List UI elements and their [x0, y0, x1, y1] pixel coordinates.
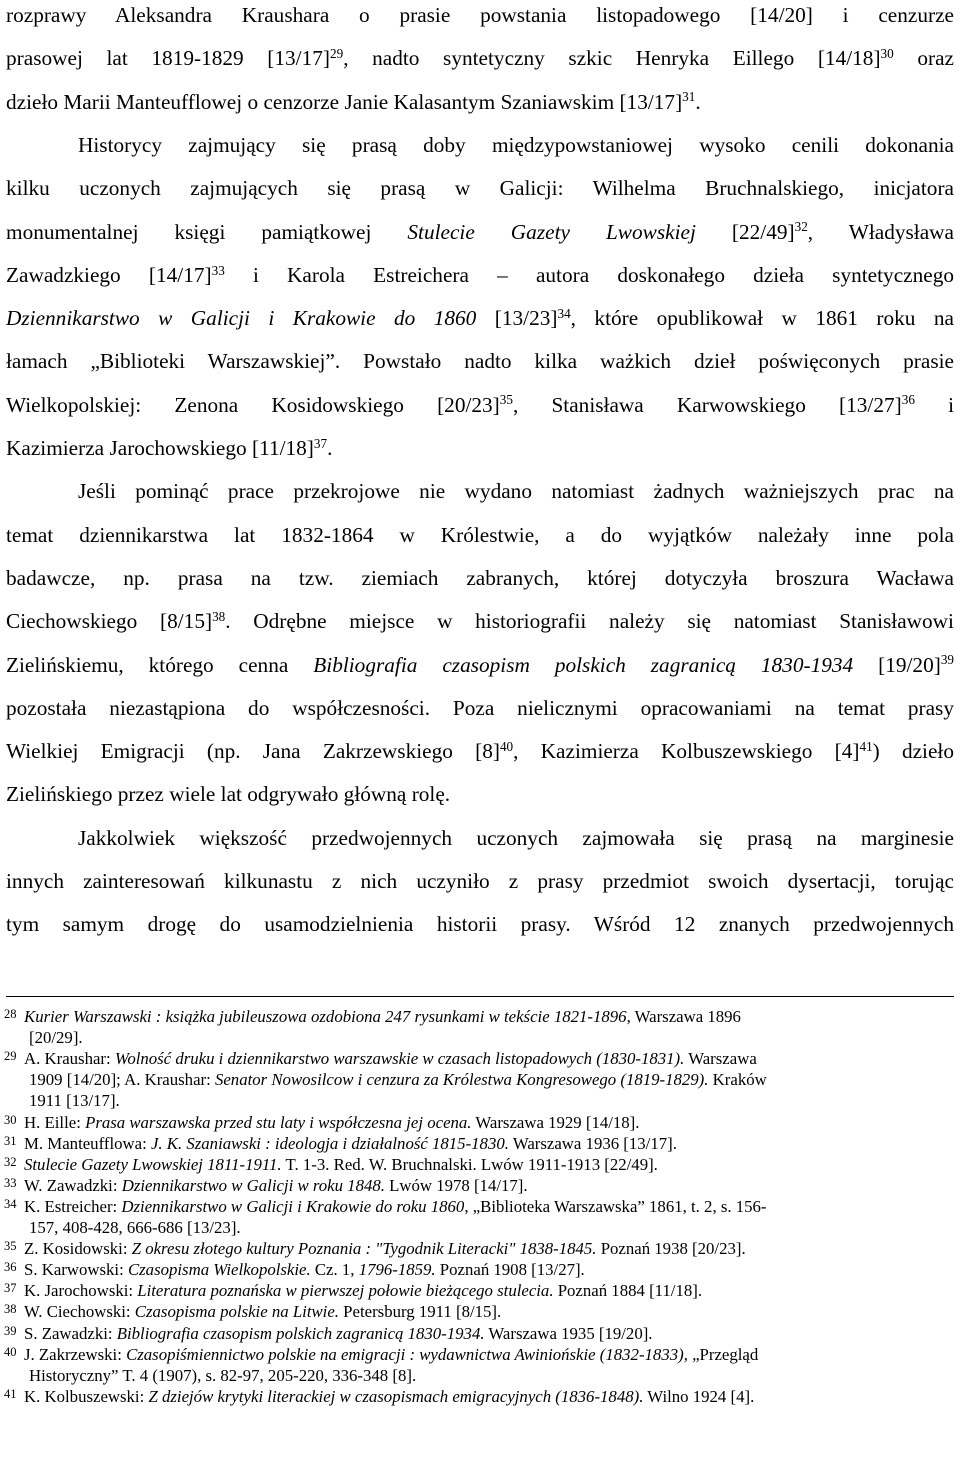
text-run: Z. Kosidowski: — [24, 1239, 132, 1259]
text-run: ) dzieło — [872, 739, 954, 764]
footnote-number: 36 — [4, 1260, 17, 1275]
footnote-line — [4, 1196, 956, 1218]
text-run: Warszawa 1936 [13/17]. — [508, 1133, 677, 1153]
italic-title: Czasopiśmiennictwo polskie na emigracji : wydawnictwa Awiniońskie (1832-1833) — [126, 1344, 684, 1364]
text-run: K. Jarochowski: — [24, 1281, 138, 1301]
italic-title: J. K. Szaniawski : ideologja i działalność 1815-1830. — [150, 1133, 509, 1153]
text-run: dzieło Marii Manteufflowej o cenzorze Janie Kalasantym Szaniawskim [13/17] — [6, 89, 683, 114]
body-line — [6, 303, 954, 333]
text-run: W. Zawadzki: — [24, 1175, 122, 1195]
text-run: [22/49] — [695, 219, 795, 244]
body-line — [6, 87, 954, 117]
footnote-line — [4, 1238, 956, 1260]
text-run: Historycy zajmujący się prasą doby międzypowstaniowej wysoko cenili dokonania — [78, 132, 954, 157]
text-run: Petersburg 1911 [8/15]. — [338, 1302, 502, 1322]
text-run: prasowej lat 1819-1829 [13/17] — [6, 46, 330, 71]
text-run: [13/23] — [476, 306, 558, 331]
body-line — [6, 0, 954, 30]
text-run: temat dziennikarstwa lat 1832-1864 w Królestwie, a do wyjątków należały inne pola — [6, 522, 954, 547]
footnote-reference: 33 — [211, 262, 225, 278]
text-run: i Karola Estreichera – autora doskonałego dzieła syntetycznego — [224, 262, 954, 287]
footnote-number: 37 — [4, 1281, 17, 1296]
footnote-reference: 39 — [940, 652, 954, 668]
italic-title: Z dziejów krytyki literackiej w czasopismach emigracyjnych (1836-1848). — [148, 1386, 644, 1406]
footnote-line — [4, 1112, 956, 1134]
text-run: Zielińskiego przez wiele lat odgrywało główną rolę. — [6, 782, 451, 807]
body-line — [6, 693, 954, 723]
italic-title: Dziennikarstwo w Galicji i Krakowie do 1860 — [6, 306, 477, 331]
text-run: T. 1-3. Red. W. Bruchnalski. Lwów 1911-1913 [22/49]. — [281, 1154, 658, 1174]
text-run: kilku uczonych zajmujących się prasą w Galicji: Wilhelma Bruchnalskiego, inicjatora — [6, 176, 954, 201]
footnote-number: 29 — [4, 1049, 17, 1064]
body-line — [6, 520, 954, 550]
text-run: K. Kolbuszewski: — [24, 1386, 149, 1406]
text-run: Zawadzkiego [14/17] — [6, 262, 212, 287]
text-run: oraz — [893, 46, 954, 71]
text-run: W. Ciechowski: — [24, 1302, 135, 1322]
body-line — [6, 433, 954, 463]
text-run: tym samym drogę do usamodzielnienia historii prasy. Wśród 12 znanych przedwojennych — [6, 912, 954, 937]
italic-title: Czasopisma Wielkopolskie. — [127, 1260, 311, 1280]
text-run: S. Zawadzki: — [24, 1323, 117, 1343]
text-run: Jeśli pominąć prace przekrojowe nie wydano natomiast żadnych ważniejszych prac na — [78, 479, 954, 504]
text-run: S. Karwowski: — [24, 1260, 128, 1280]
footnote-number: 33 — [4, 1175, 17, 1190]
footnote-number: 35 — [4, 1239, 17, 1254]
text-run: , które opublikował w 1861 roku na — [570, 306, 954, 331]
footnote-reference: 29 — [330, 46, 344, 62]
text-run: H. Eille: — [24, 1112, 86, 1132]
footnote-line — [4, 1323, 956, 1345]
text-run: A. Kraushar: — [24, 1049, 115, 1069]
text-run: pozostała niezastąpiona do współczesności. Poza nielicznymi opracowaniami na temat prasy — [6, 695, 954, 720]
italic-title: Dziennikarstwo w Galicji w roku 1848. — [121, 1175, 385, 1195]
footnote-line — [29, 1090, 960, 1112]
body-line — [6, 779, 954, 809]
footnote-number: 39 — [4, 1323, 17, 1338]
text-run: , Kazimierza Kolbuszewskiego [4] — [513, 739, 860, 764]
text-run: innych zainteresowań kilkunastu z nich uczyniło z prasy przedmiot swoich dysertacji, torując — [6, 869, 954, 893]
text-run: 157, 408-428, 666-686 [13/23]. — [29, 1218, 241, 1237]
text-run: , „Przegląd — [683, 1344, 759, 1364]
text-run: Ciechowskiego [8/15] — [6, 609, 213, 634]
footnote-line — [4, 1301, 956, 1323]
text-run: . Odrębne miejsce w historiografii należy się natomiast Stanisławowi — [225, 609, 954, 634]
italic-title: Bibliografia czasopism polskich zagranicą 1830-1934. — [116, 1323, 485, 1343]
text-run: , nadto syntetyczny szkic Henryka Eillego [14/18] — [343, 46, 881, 71]
italic-title: Czasopisma polskie na Litwie. — [134, 1302, 339, 1322]
italic-title: 1796-1859. — [358, 1260, 436, 1280]
footnote-number: 32 — [4, 1154, 17, 1169]
footnote-line — [4, 1386, 956, 1408]
text-run: Warszawa 1935 [19/20]. — [484, 1323, 653, 1343]
body-line — [78, 476, 954, 506]
footnote-reference: 37 — [313, 435, 328, 451]
text-run: Poznań 1884 [11/18]. — [553, 1281, 703, 1301]
footnote-line — [29, 1027, 960, 1049]
text-run: Wielkopolskiej: Zenona Kosidowskiego [20/23] — [6, 392, 500, 417]
footnote-reference: 36 — [901, 392, 915, 408]
text-run: Poznań 1908 [13/27]. — [435, 1260, 585, 1280]
text-run: M. Manteufflowa: — [24, 1133, 151, 1153]
italic-title: Literatura poznańska w pierwszej połowie bieżącego stulecia. — [137, 1281, 554, 1301]
text-run: Wielkiej Emigracji (np. Jana Zakrzewskiego [8] — [6, 739, 500, 764]
text-run: . — [327, 436, 333, 460]
text-run: rozprawy Aleksandra Kraushara o prasie powstania listopadowego [14/20] i cenzurze — [6, 3, 954, 27]
footnote-number: 34 — [4, 1196, 17, 1211]
text-run: , Stanisława Karwowskiego [13/27] — [512, 392, 902, 417]
text-run: Kazimierza Jarochowskiego [11/18] — [6, 436, 314, 460]
text-run: monumentalnej księgi pamiątkowej — [6, 219, 408, 244]
footnote-reference: 31 — [682, 89, 696, 105]
footnote-line — [4, 1259, 956, 1281]
footnote-reference: 35 — [499, 392, 513, 408]
text-run: , Warszawa 1896 — [626, 1007, 741, 1026]
body-line — [78, 823, 954, 853]
text-run: Warszawa — [684, 1049, 757, 1069]
footnote-line — [29, 1069, 960, 1091]
body-line — [6, 606, 954, 636]
body-line — [6, 866, 954, 896]
footnote-reference: 40 — [499, 738, 514, 754]
text-run: , Władysława — [807, 219, 955, 244]
italic-title: Z okresu złotego kultury Poznania : "Tygodnik Literacki" 1838-1845. — [131, 1239, 597, 1259]
body-line — [6, 260, 954, 290]
body-line — [6, 346, 954, 376]
text-run: Zielińskiemu, którego cenna — [6, 652, 314, 677]
text-run: Historyczny” T. 4 (1907), s. 82-97, 205-220, 336-348 [8]. — [29, 1365, 417, 1385]
text-run: badawcze, np. prasa na tzw. ziemiach zabranych, której dotyczyła broszura Wacława — [6, 565, 954, 590]
footnote-number: 31 — [4, 1133, 17, 1148]
text-run: i — [914, 392, 954, 417]
italic-title: Kurier Warszawski : książka jubileuszowa ozdobiona 247 rysunkami w tekście 1821-1896 — [24, 1007, 627, 1026]
body-line — [6, 43, 954, 73]
footnote-line — [4, 1048, 956, 1070]
body-line — [6, 390, 954, 420]
footnote-line — [4, 1175, 956, 1197]
text-run: Cz. 1, — [310, 1260, 359, 1280]
text-run: K. Estreicher: — [24, 1196, 122, 1216]
body-line — [78, 130, 954, 160]
text-run: [20/29]. — [29, 1028, 83, 1048]
italic-title: Bibliografia czasopism polskich zagranicą 1830-1934 — [313, 652, 854, 677]
text-run: Lwów 1978 [14/17]. — [384, 1175, 528, 1195]
footnote-number: 38 — [4, 1302, 17, 1317]
italic-title: Dziennikarstwo w Galicji i Krakowie do roku 1860 — [121, 1196, 465, 1216]
footnote-reference: 38 — [212, 608, 226, 624]
footnote-line — [4, 1006, 956, 1028]
footnote-line — [29, 1217, 960, 1239]
footnote-line — [4, 1344, 956, 1366]
footnote-number: 41 — [4, 1386, 17, 1401]
footnote-number: 30 — [4, 1112, 17, 1127]
text-run: 1909 [14/20]; A. Kraushar: — [29, 1070, 215, 1090]
text-run: J. Zakrzewski: — [24, 1344, 127, 1364]
footnote-line — [4, 1154, 956, 1176]
body-line — [6, 217, 954, 247]
footnote-reference: 41 — [859, 738, 873, 754]
text-run: 1911 [13/17]. — [29, 1091, 120, 1111]
body-line — [6, 173, 954, 203]
footnote-reference: 34 — [557, 305, 571, 321]
text-run: Poznań 1938 [20/23]. — [596, 1239, 746, 1259]
italic-title: Senator Nowosilcow i cenzura za Królestwa Kongresowego (1819-1829). — [214, 1070, 709, 1090]
italic-title: Prasa warszawska przed stu laty i współczesna jej ocena. — [85, 1112, 472, 1132]
text-run: . — [695, 89, 701, 114]
text-run: łamach „Biblioteki Warszawskiej”. Powstało nadto kilka ważkich dzieł poświęconych prasie — [6, 349, 954, 374]
footnote-line — [4, 1280, 956, 1302]
body-line — [6, 563, 954, 593]
text-run: Kraków — [708, 1070, 767, 1090]
italic-title: Stulecie Gazety Lwowskiej 1811-1911. — [24, 1154, 282, 1174]
text-run: Wilno 1924 [4]. — [643, 1386, 755, 1406]
footnote-line — [29, 1365, 960, 1387]
body-line — [6, 909, 954, 939]
body-line — [6, 650, 954, 680]
text-run: , „Biblioteka Warszawska” 1861, t. 2, s. 156- — [464, 1196, 767, 1216]
footnote-number: 40 — [4, 1344, 17, 1359]
text-run: Jakkolwiek większość przedwojennych uczonych zajmowała się prasą na marginesie — [78, 825, 954, 850]
footnote-reference: 32 — [794, 219, 808, 235]
text-run: [19/20] — [853, 652, 941, 677]
footnote-separator — [6, 996, 954, 997]
footnote-number: 28 — [4, 1007, 17, 1021]
footnote-reference: 30 — [880, 46, 894, 62]
italic-title: Stulecie Gazety Lwowskiej — [407, 219, 696, 244]
footnote-line — [4, 1133, 956, 1155]
text-run: Warszawa 1929 [14/18]. — [471, 1112, 640, 1132]
italic-title: Wolność druku i dziennikarstwo warszawskie w czasach listopadowych (1830-1831). — [114, 1049, 685, 1069]
body-line — [6, 736, 954, 766]
